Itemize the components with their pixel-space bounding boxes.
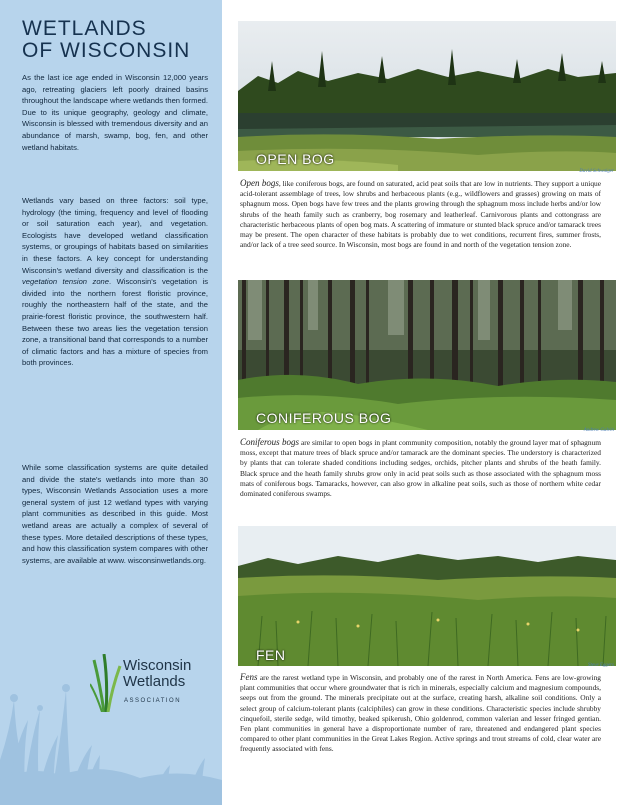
fen-label: FEN <box>256 647 286 663</box>
open-bog-label: OPEN BOG <box>256 151 335 167</box>
open-bog-photo <box>238 21 616 171</box>
logo-line-1: Wisconsin <box>123 657 192 674</box>
coniferous-bog-label: CONIFEROUS BOG <box>256 410 392 426</box>
logo-association: ASSOCIATION <box>124 698 182 704</box>
title-line-1: WETLANDS <box>22 17 147 40</box>
coniferous-bog-term: Coniferous bogs <box>240 437 300 447</box>
classification-text-a: Wetlands vary based on three factors: soil type, hydrology (the timing, frequency and level of flooding or soil saturation each year), and vegetation. Ecologists have developed wetland classification systems, or groupings of habitats based on similarities in these factors. A key concept for understanding Wisconsin's wetland diversity and classification is the <box>22 196 208 275</box>
open-bog-term: Open bogs <box>240 178 279 188</box>
fen-term: Fens <box>240 672 258 682</box>
classification-text-b: . Wisconsin's vegetation is divided into the northern forest floristic province, roughly the northeastern half of the state, and the prairie-forest floristic province, the southwestern half. Between these two areas lies the vegetation tension zone, a transitional band that corresponds to a number of climatic factors and has a mixture of species from both provinces. <box>22 277 208 368</box>
logo-wordmark <box>123 658 191 690</box>
intro-paragraph: As the last ice age ended in Wisconsin 12,000 years ago, retreating glaciers left poorly drained basins throughout the landscape where wetlands then formed. Due to its unique geography, geology and climate, Wisconsin is blessed with tremendous diversity and an abundance of marsh, swamp, bog, fen, and other wetland habitats. <box>22 73 208 152</box>
sidebar <box>0 0 222 805</box>
fen-text: are the rarest wetland type in Wisconsin, and probably one of the rarest in North America. Fens are low-growing plant communities that occur where groundwater that is rich in minerals, especially calcium and magnesium compounds, seeps out from the ground. The minerals precipitate out at the surface, creating harsh, alkaline soil conditions. Only a select group of calcium-tolerant plants (calciphiles) can grow in these conditions. Characteristic species include shrubby cinquefoil, sterile sedge, wild timothy, beaked spikerush, Ohio goldenrod, common valerian and lesser fringed gentian. Fen plant communities in general have a disproportionate number of rare, threatened and endangered plant species compared to other plant communities in the Great Lakes Region. Active springs and trout streams of cold, clear water are frequently associated with fens. <box>240 673 601 754</box>
types-paragraph: While some classification systems are quite detailed and divide the state's wetlands into more than 30 types, Wisconsin Wetlands Association uses a more general system of just 12 wetland types with varying plant communities as described in this guide. Most wetland areas are actually a complex of several of these types. More detailed descriptions of these types, and how this classification system compares with other systems, are available at www. wisconsinwetlands.org. <box>22 463 208 565</box>
logo-line-2: Wetlands <box>123 673 186 690</box>
coniferous-bog-description <box>240 437 601 499</box>
classification-paragraph <box>22 195 208 369</box>
open-bog-text: , like coniferous bogs, are found on saturated, acid peat soils that are low in nutrients. They support a unique acid-tolerant assemblage of trees, low shrubs and herbaceous plants (e.g., wildflowers and grasses) growing on mats of sphagnum moss. Open bogs have few trees and the plants growing through the sphagnum moss include herbs and/or low shrubs of the heath family such as cranberry, bog rosemary and leatherleaf. Carnivorous plants and cottongrass are characteristic herbaceous plants of open bog mats. A scattering of immature or stunted black spruce and/or tamarack trees may be present. The open character of these habitats is probably due to wet conditions, recurrent fires, summer frosts, and/or lack of a tree seed source. In Wisconsin, most bogs are found in and north of the vegetation tension zone. <box>240 179 601 250</box>
cattail-icon <box>90 654 122 712</box>
coniferous-bog-credit: Andrew Galvin <box>583 428 614 433</box>
coniferous-bog-photo <box>238 280 616 430</box>
tension-zone-term: vegetation tension zone <box>22 277 109 287</box>
title-line-2: OF WISCONSIN <box>22 39 191 62</box>
wisconsin-wetlands-logo <box>90 654 220 714</box>
open-bog-credit: David Schwaiger <box>579 169 614 174</box>
fen-credit: Steve Eggers <box>588 663 614 668</box>
fen-photo <box>238 526 616 666</box>
page-title <box>22 18 212 62</box>
open-bog-description <box>240 178 601 250</box>
fen-description <box>240 672 601 755</box>
coniferous-bog-text: are similar to open bogs in plant community composition, notably the ground layer mat of sphagnum moss, except that mature trees of black spruce and/or tamarack are the dominant species. The understory is characterized by plants that can tolerate shaded conditions including sedges, orchids, pitcher plants and shrubs of the heath family. Black spruce and the heath family shrubs grow only in acid peat soils such as those associated with the sphagnum moss mats of coniferous bogs. Tamaracks, however, can also grow in alkaline peat soils, such as those of northern white cedar dominated coniferous swamps. <box>240 438 602 499</box>
